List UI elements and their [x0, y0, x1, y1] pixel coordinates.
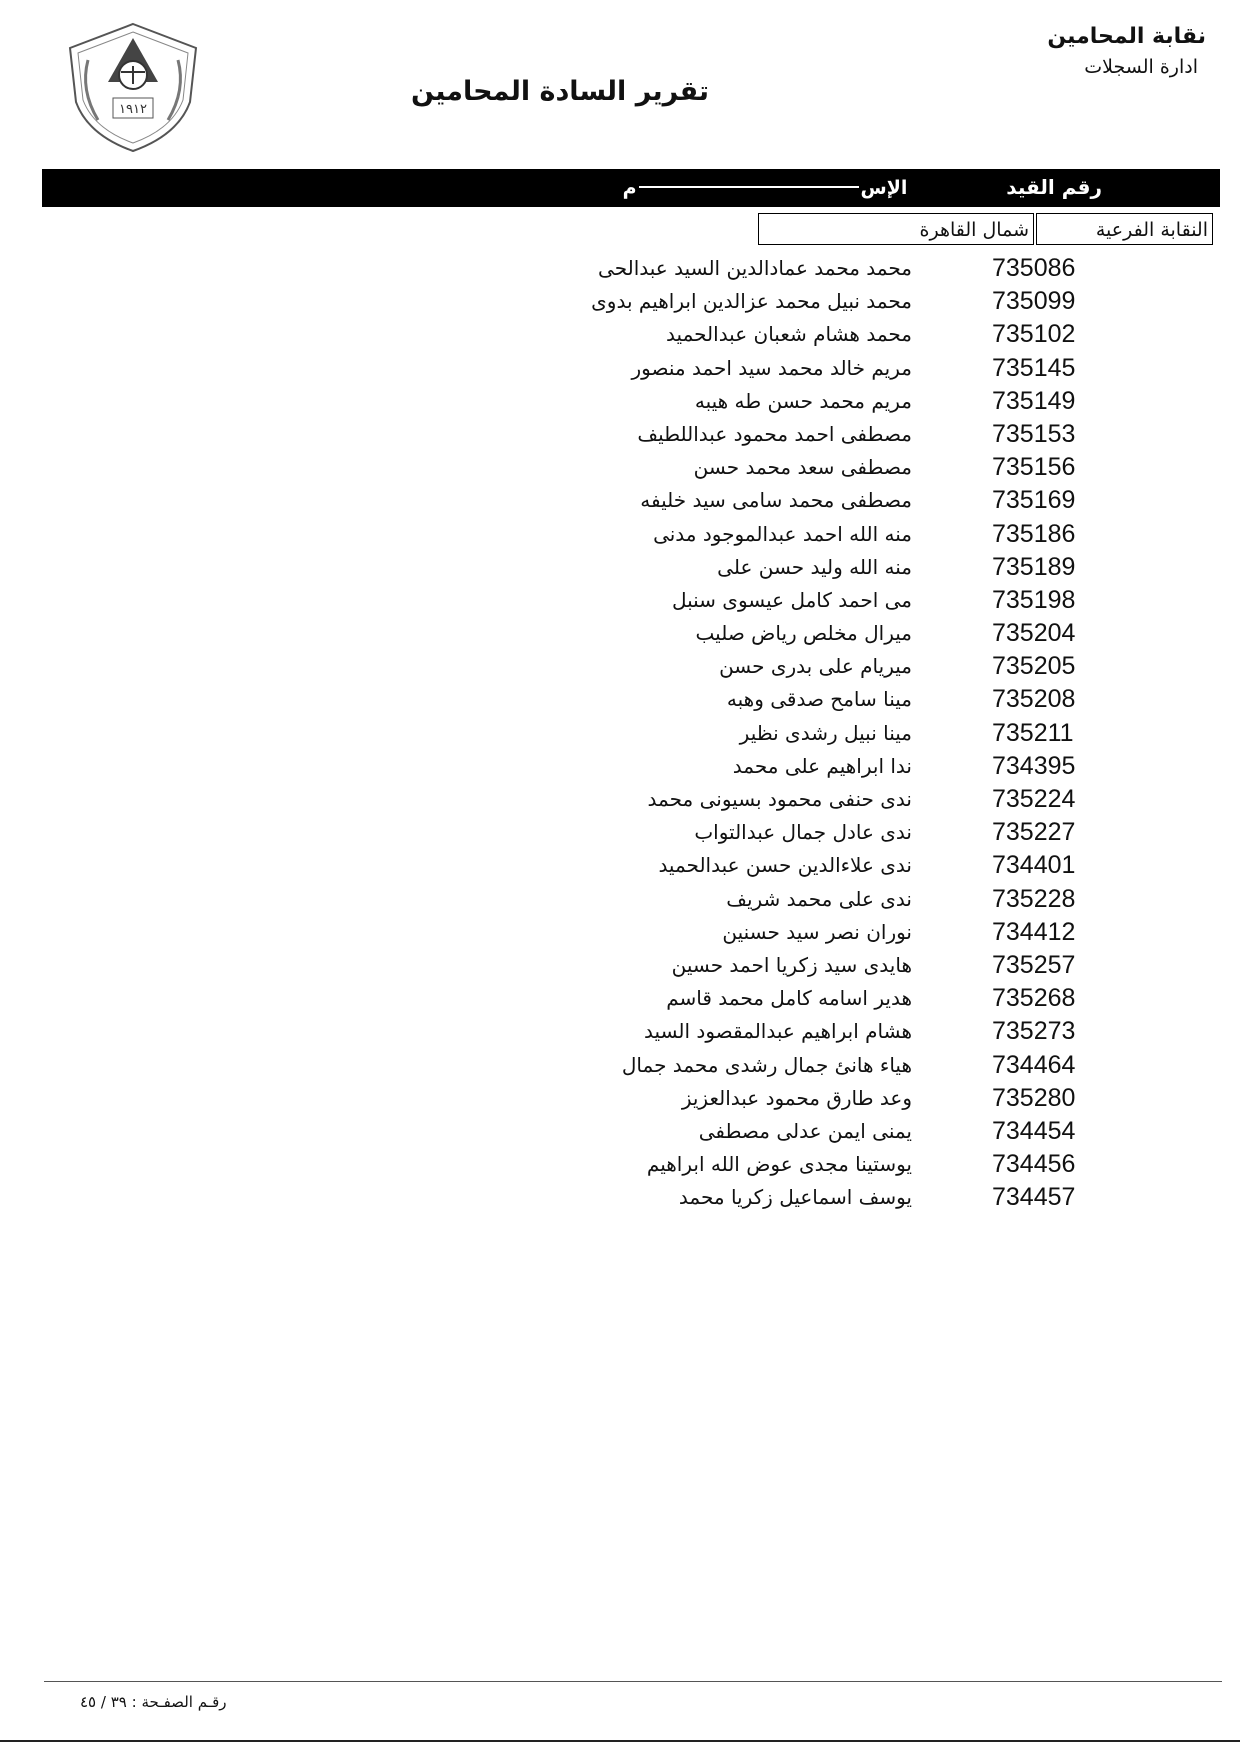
table-row	[0, 619, 1240, 652]
table-row	[0, 752, 1240, 785]
branch-label: النقابة الفرعية	[1036, 213, 1213, 245]
registration-number: 735268	[992, 984, 1076, 1013]
registration-number: 735156	[992, 453, 1076, 482]
lawyer-name: هياء هانئ جمال رشدى محمد جمال	[621, 1052, 912, 1077]
roster-list	[0, 254, 1240, 1216]
lawyer-name: نوران نصر سيد حسنين	[722, 919, 912, 944]
table-row	[0, 1150, 1240, 1183]
table-row	[0, 320, 1240, 353]
page-current: ٣٩	[110, 1693, 127, 1711]
department-name: ادارة السجلات	[1084, 56, 1198, 78]
registration-number: 734454	[992, 1116, 1076, 1145]
table-row	[0, 1017, 1240, 1050]
table-row	[0, 1117, 1240, 1150]
registration-number: 735186	[992, 519, 1076, 548]
table-row	[0, 885, 1240, 918]
lawyer-name: مصطفى احمد محمود عبداللطيف	[637, 421, 912, 446]
registration-number: 735189	[992, 552, 1076, 581]
column-header-name-start: الإس	[860, 177, 908, 199]
table-row	[0, 1051, 1240, 1084]
registration-number: 735086	[992, 254, 1076, 282]
lawyer-name: مريم محمد حسن طه هيبه	[694, 388, 912, 413]
lawyer-name: يوسف اسماعيل زكريا محمد	[678, 1185, 912, 1210]
registration-number: 734412	[992, 917, 1076, 946]
table-row	[0, 287, 1240, 320]
table-row	[0, 420, 1240, 453]
page-separator: /	[100, 1693, 106, 1711]
registration-number: 735149	[992, 386, 1076, 415]
lawyers-syndicate-seal-icon	[58, 20, 208, 155]
lawyer-name: مصطفى سعد محمد حسن	[693, 455, 912, 480]
lawyer-name: ميريام على بدرى حسن	[719, 654, 912, 679]
lawyer-name: مينا نبيل رشدى نظير	[739, 720, 912, 745]
registration-number: 735099	[992, 287, 1076, 316]
lawyer-name: ندى عادل جمال عبدالتواب	[694, 820, 912, 845]
table-row	[0, 984, 1240, 1017]
table-row	[0, 719, 1240, 752]
registration-number: 734457	[992, 1183, 1076, 1212]
lawyer-name: مريم خالد محمد سيد احمد منصور	[631, 355, 912, 380]
lawyer-name: منه الله وليد حسن على	[717, 554, 912, 579]
table-row	[0, 520, 1240, 553]
table-row	[0, 1183, 1240, 1216]
registration-number: 735208	[992, 685, 1076, 714]
table-row	[0, 486, 1240, 519]
lawyer-name: هدير اسامه كامل محمد قاسم	[666, 986, 912, 1011]
table-row	[0, 951, 1240, 984]
branch-value: شمال القاهرة	[758, 213, 1034, 245]
footer-bottom-rule	[0, 1740, 1240, 1742]
lawyer-name: ميرال مخلص رياض صليب	[695, 621, 912, 646]
lawyer-name: ندى على محمد شريف	[726, 886, 912, 911]
lawyer-name: وعد طارق محمود عبدالعزيز	[681, 1085, 912, 1110]
registration-number: 734456	[992, 1150, 1076, 1179]
footer-divider	[44, 1681, 1222, 1682]
column-header-name-end: م	[622, 177, 637, 199]
registration-number: 734464	[992, 1050, 1076, 1079]
registration-number: 735102	[992, 320, 1076, 349]
seal-year: ١٩١٢	[119, 102, 147, 117]
table-row	[0, 652, 1240, 685]
table-row	[0, 685, 1240, 718]
page-total: ٤٥	[80, 1693, 97, 1711]
table-row	[0, 553, 1240, 586]
report-title: تقرير السادة المحامين	[410, 76, 710, 107]
table-row	[0, 918, 1240, 951]
lawyer-name: يوستينا مجدى عوض الله ابراهيم	[646, 1152, 912, 1177]
registration-number: 735228	[992, 884, 1076, 913]
table-row	[0, 387, 1240, 420]
table-row	[0, 453, 1240, 486]
registration-number: 735227	[992, 818, 1076, 847]
page-number-label: رقـم الصفـحة :	[131, 1693, 227, 1711]
column-header-registration: رقم القيد	[1006, 175, 1102, 199]
registration-number: 735169	[992, 486, 1076, 515]
registration-number: 735224	[992, 785, 1076, 813]
page-number	[80, 1693, 300, 1711]
table-row	[0, 586, 1240, 619]
registration-number: 735153	[992, 419, 1076, 448]
lawyer-name: محمد هشام شعبان عبدالحميد	[666, 322, 912, 347]
lawyer-name: هشام ابراهيم عبدالمقصود السيد	[644, 1019, 912, 1044]
registration-number: 735211	[992, 718, 1074, 747]
registration-number: 735280	[992, 1083, 1076, 1112]
org-name: نقابة المحامين	[1047, 24, 1206, 49]
registration-number: 735205	[992, 652, 1076, 681]
lawyer-name: ندى حنفى محمود بسيونى محمد	[647, 787, 912, 811]
lawyer-name: ندا ابراهيم على محمد	[732, 753, 912, 778]
table-row	[0, 254, 1240, 287]
lawyer-name: مصطفى محمد سامى سيد خليفه	[640, 488, 912, 513]
lawyer-name: مينا سامح صدقى وهبه	[726, 687, 912, 712]
registration-number: 735257	[992, 950, 1076, 979]
table-row	[0, 785, 1240, 818]
registration-number: 735273	[992, 1017, 1076, 1046]
table-row	[0, 818, 1240, 851]
registration-number: 734401	[992, 851, 1076, 880]
lawyer-name: مى احمد كامل عيسوى سنبل	[671, 587, 912, 612]
lawyer-name: يمنى ايمن عدلى مصطفى	[698, 1118, 912, 1143]
lawyer-name: هايدى سيد زكريا احمد حسين	[671, 952, 912, 977]
registration-number: 735204	[992, 619, 1076, 648]
column-header-name	[620, 177, 910, 199]
registration-number: 735145	[992, 353, 1076, 382]
lawyer-name: محمد محمد عمادالدين السيد عبدالحى	[598, 256, 912, 280]
registration-number: 735198	[992, 585, 1076, 614]
table-row	[0, 851, 1240, 884]
lawyer-name: محمد نبيل محمد عزالدين ابراهيم بدوى	[591, 289, 912, 314]
lawyer-name: ندى علاءالدين حسن عبدالحميد	[658, 853, 912, 878]
lawyer-name: منه الله احمد عبدالموجود مدنى	[653, 521, 912, 546]
table-row	[0, 1084, 1240, 1117]
table-row	[0, 354, 1240, 387]
registration-number: 734395	[992, 751, 1076, 780]
column-header-name-stretch	[639, 186, 859, 188]
